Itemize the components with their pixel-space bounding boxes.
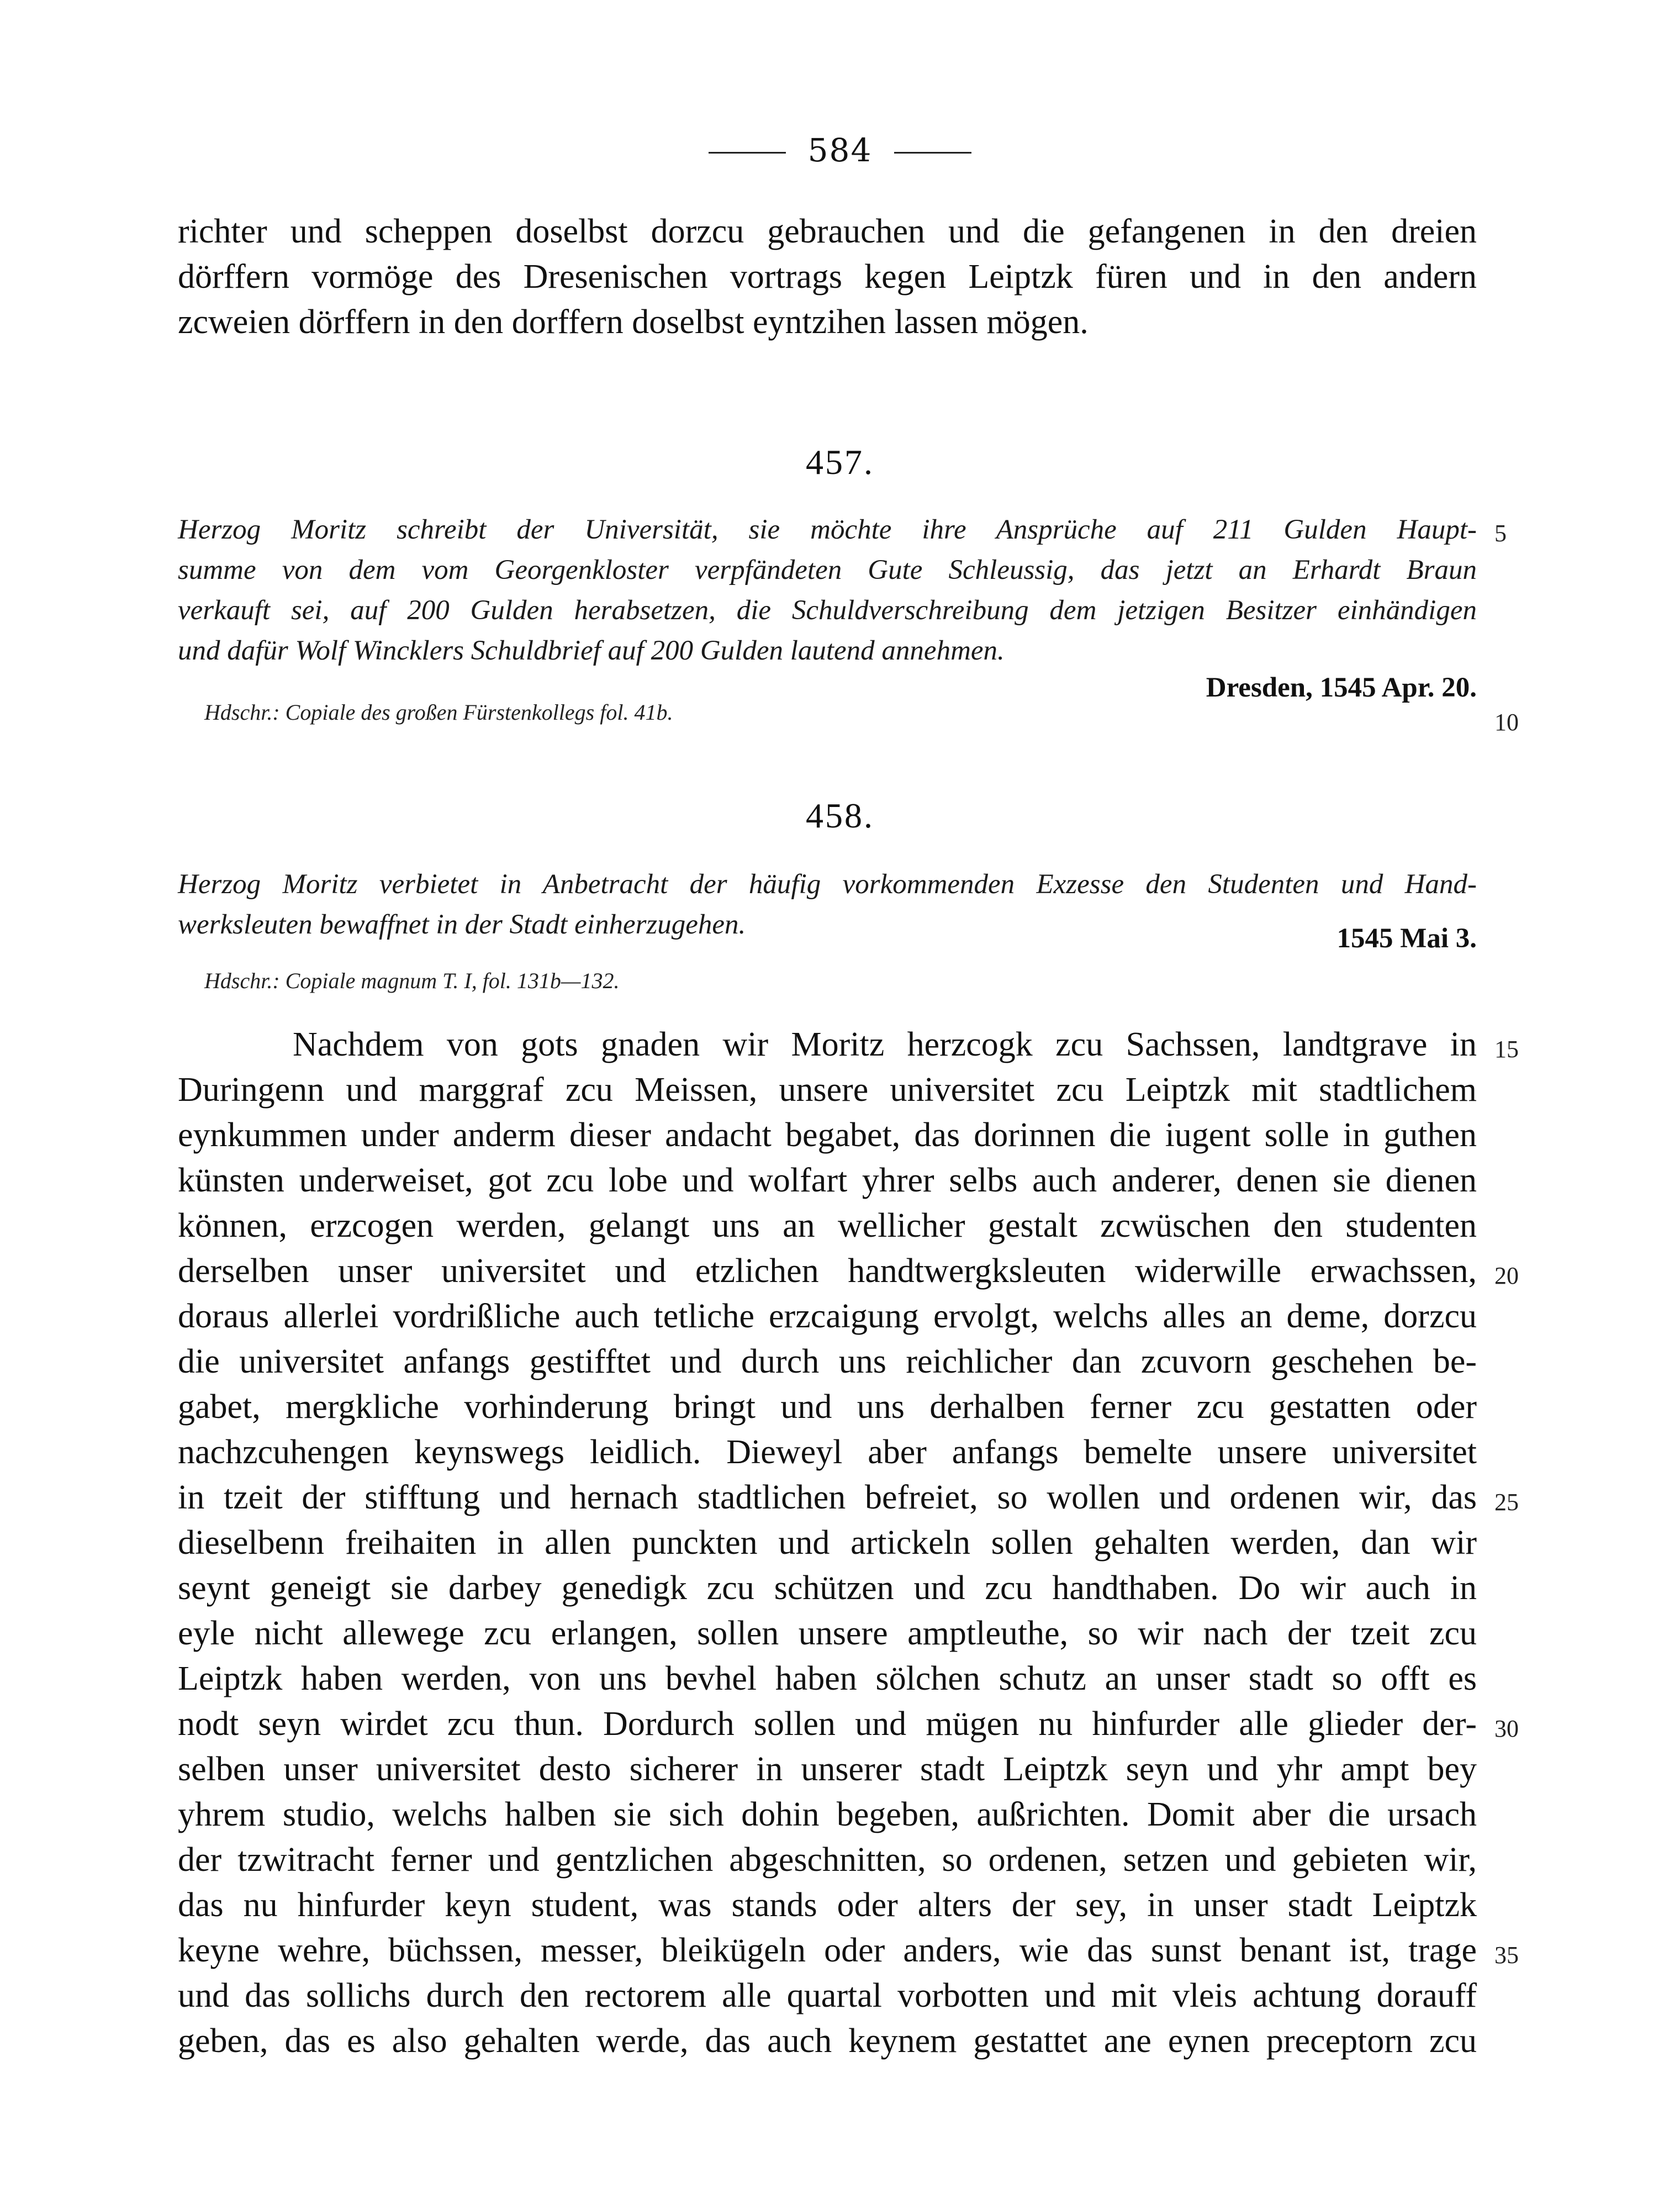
line-number: 5: [1494, 520, 1507, 547]
source-458: Hdschr.: Copiale magnum T. I, fol. 131b—132.: [204, 968, 620, 993]
text-line: das nu hinfurder keyn student, was stands oder alters der sey, in unser stadt Leiptzk: [178, 1886, 1477, 1924]
text-line: seynt geneigt sie darbey genedigk zcu schützen und zcu handthaben. Do wir auch in: [178, 1569, 1477, 1607]
text-line: selben unser universitet desto sicherer in unserer stadt Leiptzk seyn und yhr ampt bey: [178, 1750, 1477, 1788]
line-number: 30: [1494, 1715, 1519, 1742]
line-number: 35: [1494, 1942, 1519, 1969]
text-line: nodt seyn wirdet zcu thun. Dordurch sollen und mügen nu hinfurder alle glieder der-: [178, 1705, 1477, 1743]
text-line: in tzeit der stifftung und hernach stadtlichen befreiet, so wollen und ordenen wir, das: [178, 1479, 1477, 1516]
page-header: [0, 131, 1680, 169]
text-line: künsten underweiset, got zcu lobe und wolfart yhrer selbs auch anderer, denen sie dienen: [178, 1162, 1477, 1199]
line-number: 25: [1494, 1489, 1519, 1516]
line-number: 15: [1494, 1036, 1519, 1063]
header-rule-left: [709, 152, 786, 154]
regest-line: werksleuten bewaffnet in der Stadt einherzugehen.: [178, 909, 746, 940]
regest-line: Herzog Moritz schreibt der Universität, sie möchte ihre Ansprüche auf 211 Gulden Haupt-: [178, 514, 1477, 545]
text-line: der tzwitracht ferner und gentzlichen abgeschnitten, so ordenen, setzen und gebieten wir,: [178, 1841, 1477, 1879]
line-number: 20: [1494, 1262, 1519, 1289]
regest-line: summe von dem vom Georgenkloster verpfändeten Gute Schleussig, das jetzt an Erhardt Braun: [178, 555, 1477, 586]
text-line: geben, das es also gehalten werde, das auch keynem gestattet ane eynen preceptorn zcu: [178, 2022, 1477, 2060]
page-number: 584: [807, 131, 873, 169]
text-line: eynkummen under anderm dieser andacht begabet, das dorinnen die iugent solle in guthen: [178, 1116, 1477, 1154]
text-line: nachzcuhengen keynswegs leidlich. Dieweyl aber anfangs bemelte unsere universitet: [178, 1433, 1477, 1471]
text-line: Nachdem von gots gnaden wir Moritz herzcogk zcu Sachssen, landtgrave in: [293, 1026, 1477, 1063]
text-line: dörffern vormöge des Dresenischen vortrags kegen Leiptzk füren und in den andern: [178, 258, 1477, 296]
date-458: 1545 Mai 3.: [1336, 923, 1477, 954]
text-line: gabet, mergkliche vorhinderung bringt und uns derhalben ferner zcu gestatten oder: [178, 1388, 1477, 1426]
regest-line: verkauft sei, auf 200 Gulden herabsetzen, die Schuldverschreibung dem jetzigen Besitzer einhändigen: [178, 595, 1477, 626]
text-line: doraus allerlei vordrißliche auch tetliche erzcaigung ervolgt, welchs alles an deme, dorzcu: [178, 1297, 1477, 1335]
text-line: derselben unser universitet und etzlichen handtwergksleuten widerwille erwachssen,: [178, 1252, 1477, 1290]
regest-line: Herzog Moritz verbietet in Anbetracht der häufig vorkommenden Exzesse den Studenten und Hand-: [178, 869, 1477, 900]
date-457: Dresden, 1545 Apr. 20.: [1206, 672, 1477, 703]
text-line: eyle nicht allewege zcu erlangen, sollen unsere amptleuthe, so wir nach der tzeit zcu: [178, 1615, 1477, 1652]
document-number-457: 457.: [806, 442, 874, 482]
regest-line: und dafür Wolf Wincklers Schuldbrief auf 200 Gulden lautend annehmen.: [178, 635, 1005, 666]
source-457: Hdschr.: Copiale des großen Fürstenkollegs fol. 41b.: [204, 700, 673, 725]
header-rule-right: [894, 152, 971, 154]
line-number: 10: [1494, 709, 1519, 736]
text-line: die universitet anfangs gestifftet und durch uns reichlicher dan zcuvorn geschehen be-: [178, 1343, 1477, 1380]
text-line: dieselbenn freihaiten in allen punckten und artickeln sollen gehalten werden, dan wir: [178, 1524, 1477, 1562]
text-line: Duringenn und marggraf zcu Meissen, unsere universitet zcu Leiptzk mit stadtlichem: [178, 1071, 1477, 1109]
text-line: richter und scheppen doselbst dorzcu gebrauchen und die gefangenen in den dreien: [178, 213, 1477, 250]
text-line: und das sollichs durch den rectorem alle quartal vorbotten und mit vleis achtung dorauff: [178, 1977, 1477, 2014]
text-line: zcweien dörffern in den dorffern doselbst eyntzihen lassen mögen.: [178, 303, 1089, 341]
document-number-458: 458.: [806, 796, 874, 835]
text-line: yhrem studio, welchs halben sie sich dohin begeben, außrichten. Domit aber die ursach: [178, 1796, 1477, 1833]
text-line: Leiptzk haben werden, von uns bevhel haben sölchen schutz an unser stadt so offt es: [178, 1660, 1477, 1697]
text-line: können, erzcogen werden, gelangt uns an wellicher gestalt zcwüschen den studenten: [178, 1207, 1477, 1244]
text-line: keyne wehre, büchssen, messer, bleikügeln oder anders, wie das sunst benant ist, trage: [178, 1932, 1477, 1969]
